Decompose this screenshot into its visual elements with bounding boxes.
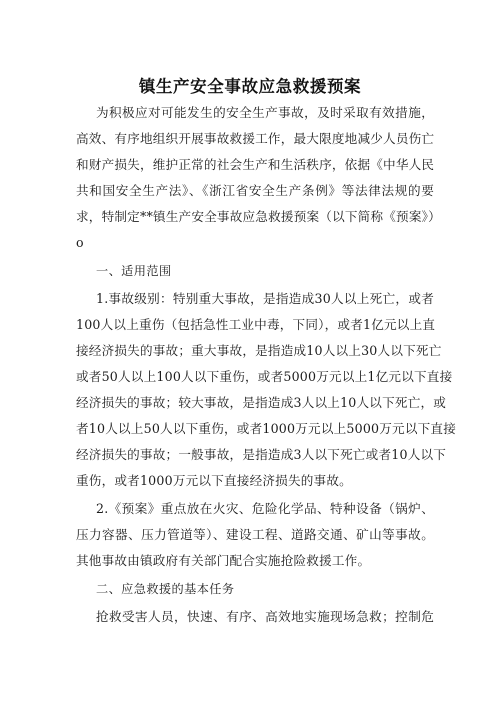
item-1-line-2: 100人以上重伤（包括急性工业中毒，下同），或者1亿元以上直 xyxy=(76,317,436,332)
section-2-heading: 二、应急救援的基本任务 xyxy=(96,582,235,596)
item-1-line-6: 者10人以上50人以下重伤，或者1000万元以上5000万元以下直接 xyxy=(76,421,457,436)
intro-line-3: 和财产损失，维护正常的社会生产和生活秩序，依据《中华人民 xyxy=(76,157,435,172)
item-2-line-3: 其他事故由镇政府有关部门配合实施抢险救援工作。 xyxy=(76,553,371,568)
item-1-line-7: 经济损失的事故；一般事故，是指造成3人以下死亡或者10人以下 xyxy=(76,447,447,462)
item-1-line-1: 1.事故级别：特别重大事故，是指造成30人以上死亡，或者 xyxy=(96,291,434,306)
item-1-line-8: 重伤，或者1000万元以下直接经济损失的事故。 xyxy=(76,473,352,488)
intro-line-4: 共和国安全生产法》、《浙江省安全生产条例》等法律法规的要 xyxy=(76,183,434,198)
intro-line-2: 高效、有序地组织开展事故救援工作，最大限度地减少人员伤亡 xyxy=(76,131,435,146)
intro-line-5: 求，特制定**镇生产安全事故应急救援预案（以下简称《预案》） xyxy=(76,209,441,224)
item-2-line-1: 2.《预案》重点放在火灾、危险化学品、特种设备（锅炉、 xyxy=(96,501,434,516)
item-1-line-5: 经济损失的事故；较大事故，是指造成3人以上10人以下死亡，或 xyxy=(76,395,447,410)
item-1-line-4: 或者50人以上100人以下重伤，或者5000万元以上1亿元以下直接 xyxy=(76,369,453,384)
item-1-line-3: 接经济损失的事故；重大事故，是指造成10人以上30人以下死亡 xyxy=(76,343,442,358)
intro-line-1: 为积极应对可能发生的安全生产事故，及时采取有效措施， xyxy=(96,105,434,120)
item-2-line-2: 压力容器、压力管道等）、建设工程、道路交通、矿山等事故。 xyxy=(76,527,434,542)
section-1-heading: 一、适用范围 xyxy=(96,264,172,278)
section-2-line-1: 抢救受害人员，快速、有序、高效地实施现场急救；控制危 xyxy=(96,609,434,624)
intro-line-6: o xyxy=(76,235,84,250)
document-title: 镇生产安全事故应急救援预案 xyxy=(138,77,362,96)
